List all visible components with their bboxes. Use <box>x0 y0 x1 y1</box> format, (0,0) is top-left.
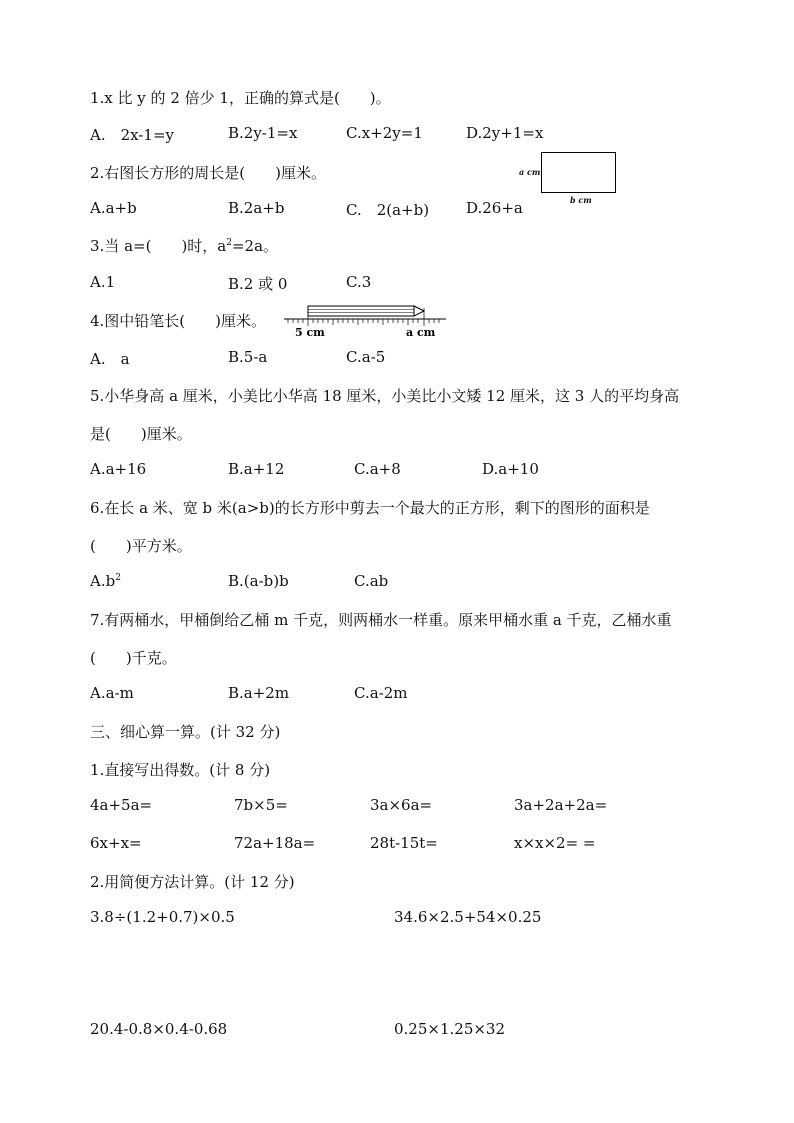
q3-stem-post: =2a。 <box>231 237 279 255</box>
q2-option-c: C. 2(a+b) <box>346 201 430 219</box>
q7-option-b: B.a+2m <box>228 684 290 702</box>
q7-option-a: A.a-m <box>90 684 134 702</box>
q2-option-a: A.a+b <box>90 199 137 217</box>
simplify-item: 3.8÷(1.2+0.7)×0.5 <box>90 908 235 926</box>
q3-option-b: B.2 或 0 <box>228 275 288 293</box>
q4-option-b: B.5-a <box>228 348 268 366</box>
q6-option-a-text: A.b <box>90 572 116 590</box>
q2-rect-bottom-label: b cm <box>570 195 592 205</box>
q6-stem-line1: 6.在长 a 米、宽 b 米(a>b)的长方形中剪去一个最大的正方形，剩下的图形的面积是 <box>90 499 650 517</box>
section3-part1-title: 1.直接写出得数。(计 8 分) <box>90 761 271 779</box>
q6-option-a <box>90 572 121 590</box>
pencil-ruler-figure <box>284 304 446 340</box>
simplify-item: 0.25×1.25×32 <box>394 1020 506 1038</box>
q6-option-b: B.(a-b)b <box>228 572 289 590</box>
q3-option-c: C.3 <box>346 273 372 291</box>
q3-stem <box>90 235 278 256</box>
q4-stem: 4.图中铅笔长( )厘米。 <box>90 312 267 330</box>
calc-item: 6x+x= <box>90 834 142 852</box>
calc-item: 28t-15t= <box>370 834 438 852</box>
q7-stem-line2: ( )千克。 <box>90 649 177 667</box>
calc-item: 7b×5= <box>234 796 288 814</box>
calc-item: 3a+2a+2a= <box>514 796 608 814</box>
section3-title: 三、细心算一算。(计 32 分) <box>90 723 281 741</box>
q1-option-c: C.x+2y=1 <box>346 124 423 142</box>
q5-stem-line2: 是( )厘米。 <box>90 425 192 443</box>
q1-option-a: A. 2x-1=y <box>90 126 174 144</box>
q7-stem-line1: 7.有两桶水，甲桶倒给乙桶 m 千克，则两桶水一样重。原来甲桶水重 a 千克，乙桶水重 <box>90 611 672 629</box>
simplify-item: 34.6×2.5+54×0.25 <box>394 908 542 926</box>
q3-stem-pre: 3.当 a=( )时，a <box>90 237 227 255</box>
calc-item: 4a+5a= <box>90 796 153 814</box>
q6-stem-line2: ( )平方米。 <box>90 537 192 555</box>
q5-option-b: B.a+12 <box>228 460 285 478</box>
q5-stem-line1: 5.小华身高 a 厘米，小美比小华高 18 厘米，小美比小文矮 12 厘米，这 3 人的平均身高 <box>90 387 680 405</box>
q1-option-d: D.2y+1=x <box>466 124 544 142</box>
ruler-left-label: 5 cm <box>295 326 325 339</box>
calc-item: 72a+18a= <box>234 834 316 852</box>
q4-option-a: A. a <box>90 350 130 368</box>
q2-option-b: B.2a+b <box>228 199 285 217</box>
q6-option-a-sup: 2 <box>115 573 121 583</box>
calc-item: 3a×6a= <box>370 796 433 814</box>
q4-option-c: C.a-5 <box>346 348 386 366</box>
ruler-right-label: a cm <box>406 326 436 339</box>
q2-stem: 2.右图长方形的周长是( )厘米。 <box>90 164 327 182</box>
q3-option-a: A.1 <box>90 273 116 291</box>
q1-option-b: B.2y-1=x <box>228 124 298 142</box>
q5-option-c: C.a+8 <box>354 460 401 478</box>
q7-option-c: C.a-2m <box>354 684 408 702</box>
simplify-item: 20.4-0.8×0.4-0.68 <box>90 1020 228 1038</box>
q2-rect-side-label: a cm <box>519 167 541 177</box>
q2-option-d: D.26+a <box>466 199 523 217</box>
q5-option-a: A.a+16 <box>90 460 147 478</box>
pencil-icon <box>308 306 424 316</box>
q1-stem: 1.x 比 y 的 2 倍少 1，正确的算式是( )。 <box>90 89 391 107</box>
q2-rectangle-figure <box>541 152 616 193</box>
q5-option-d: D.a+10 <box>482 460 539 478</box>
q3-stem-sup: 2 <box>226 238 232 248</box>
calc-item: x×x×2= = <box>514 834 596 852</box>
section3-part2-title: 2.用简便方法计算。(计 12 分) <box>90 873 295 891</box>
q6-option-c: C.ab <box>354 572 389 590</box>
